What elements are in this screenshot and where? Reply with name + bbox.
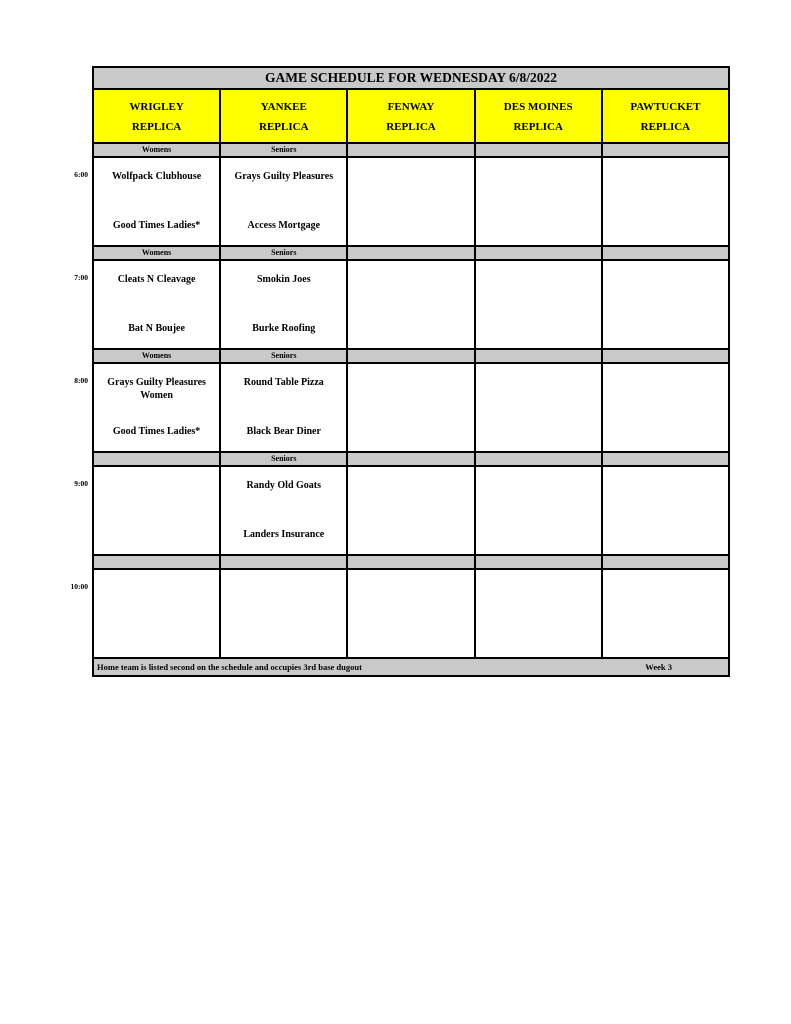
game-cell <box>348 570 473 657</box>
home-team: Black Bear Diner <box>246 426 321 437</box>
division-band <box>348 144 473 156</box>
time-label: 6:00 <box>74 170 88 179</box>
field-header-wrigley <box>94 90 219 142</box>
game-cell <box>221 158 346 245</box>
field-type: REPLICA <box>259 121 309 133</box>
game-cell <box>476 467 601 554</box>
game-schedule-table <box>92 66 730 677</box>
division-band <box>348 247 473 259</box>
field-header-pawtucket <box>603 90 728 142</box>
division-band <box>94 556 219 568</box>
time-label: 10:00 <box>70 582 88 591</box>
game-cell <box>221 261 346 348</box>
game-cell <box>603 467 728 554</box>
home-team: Landers Insurance <box>243 529 325 540</box>
division-band: Seniors <box>221 144 346 156</box>
game-cell <box>603 364 728 451</box>
division-band <box>603 556 728 568</box>
division-band <box>476 453 601 465</box>
game-cell <box>94 364 219 451</box>
time-label: 7:00 <box>74 273 88 282</box>
field-name: PAWTUCKET <box>630 101 701 113</box>
game-cell <box>94 261 219 348</box>
away-team: Grays Guilty Pleasures Women <box>107 377 206 401</box>
division-band <box>603 247 728 259</box>
home-team: Bat N Boujee <box>128 323 185 334</box>
division-band <box>348 350 473 362</box>
home-team: Good Times Ladies* <box>112 426 201 437</box>
division-band <box>348 453 473 465</box>
away-team: Round Table Pizza <box>243 377 324 388</box>
division-band <box>221 556 346 568</box>
division-band <box>476 556 601 568</box>
division-band <box>603 453 728 465</box>
game-cell <box>476 158 601 245</box>
field-name: DES MOINES <box>503 101 573 113</box>
home-team: Good Times Ladies* <box>112 220 201 231</box>
field-name: YANKEE <box>260 101 307 113</box>
game-cell <box>221 570 346 657</box>
game-cell <box>476 261 601 348</box>
division-band: Womens <box>94 247 219 259</box>
game-cell <box>603 570 728 657</box>
away-team: Grays Guilty Pleasures <box>234 171 334 182</box>
division-band: Womens <box>94 144 219 156</box>
division-band <box>348 556 473 568</box>
home-team: Burke Roofing <box>252 323 316 334</box>
home-team: Access Mortgage <box>247 220 321 231</box>
division-band <box>603 144 728 156</box>
division-band: Seniors <box>221 453 346 465</box>
game-cell <box>348 261 473 348</box>
field-header-fenway <box>348 90 473 142</box>
division-band: Womens <box>94 350 219 362</box>
footer-bar <box>94 659 728 675</box>
away-team: Cleats N Cleavage <box>117 274 196 285</box>
game-cell <box>94 570 219 657</box>
game-cell <box>348 158 473 245</box>
away-team: Randy Old Goats <box>246 480 322 491</box>
time-label: 9:00 <box>74 479 88 488</box>
field-type: REPLICA <box>513 121 563 133</box>
field-type: REPLICA <box>131 121 182 133</box>
time-label: 8:00 <box>74 376 88 385</box>
division-band: Seniors <box>221 350 346 362</box>
field-name: WRIGLEY <box>129 101 184 113</box>
division-band <box>476 350 601 362</box>
division-band <box>94 453 219 465</box>
field-header-des-moines <box>476 90 601 142</box>
away-team: Wolfpack Clubhouse <box>111 171 202 182</box>
division-band: Seniors <box>221 247 346 259</box>
schedule-title: GAME SCHEDULE FOR WEDNESDAY 6/8/2022 <box>94 68 728 88</box>
game-cell <box>221 467 346 554</box>
division-band <box>476 144 601 156</box>
game-cell <box>603 158 728 245</box>
field-header-yankee <box>221 90 346 142</box>
field-type: REPLICA <box>386 121 436 133</box>
field-type: REPLICA <box>640 121 691 133</box>
field-name: FENWAY <box>387 101 435 113</box>
game-cell <box>476 570 601 657</box>
game-cell <box>94 158 219 245</box>
game-cell <box>348 467 473 554</box>
game-cell <box>221 364 346 451</box>
footer-note: Home team is listed second on the schedule and occupies 3rd base dugout <box>97 662 362 672</box>
game-cell <box>348 364 473 451</box>
game-cell <box>94 467 219 554</box>
division-band <box>603 350 728 362</box>
division-band <box>476 247 601 259</box>
game-cell <box>603 261 728 348</box>
away-team: Smokin Joes <box>256 274 311 285</box>
week-label: Week 3 <box>645 662 672 672</box>
game-cell <box>476 364 601 451</box>
